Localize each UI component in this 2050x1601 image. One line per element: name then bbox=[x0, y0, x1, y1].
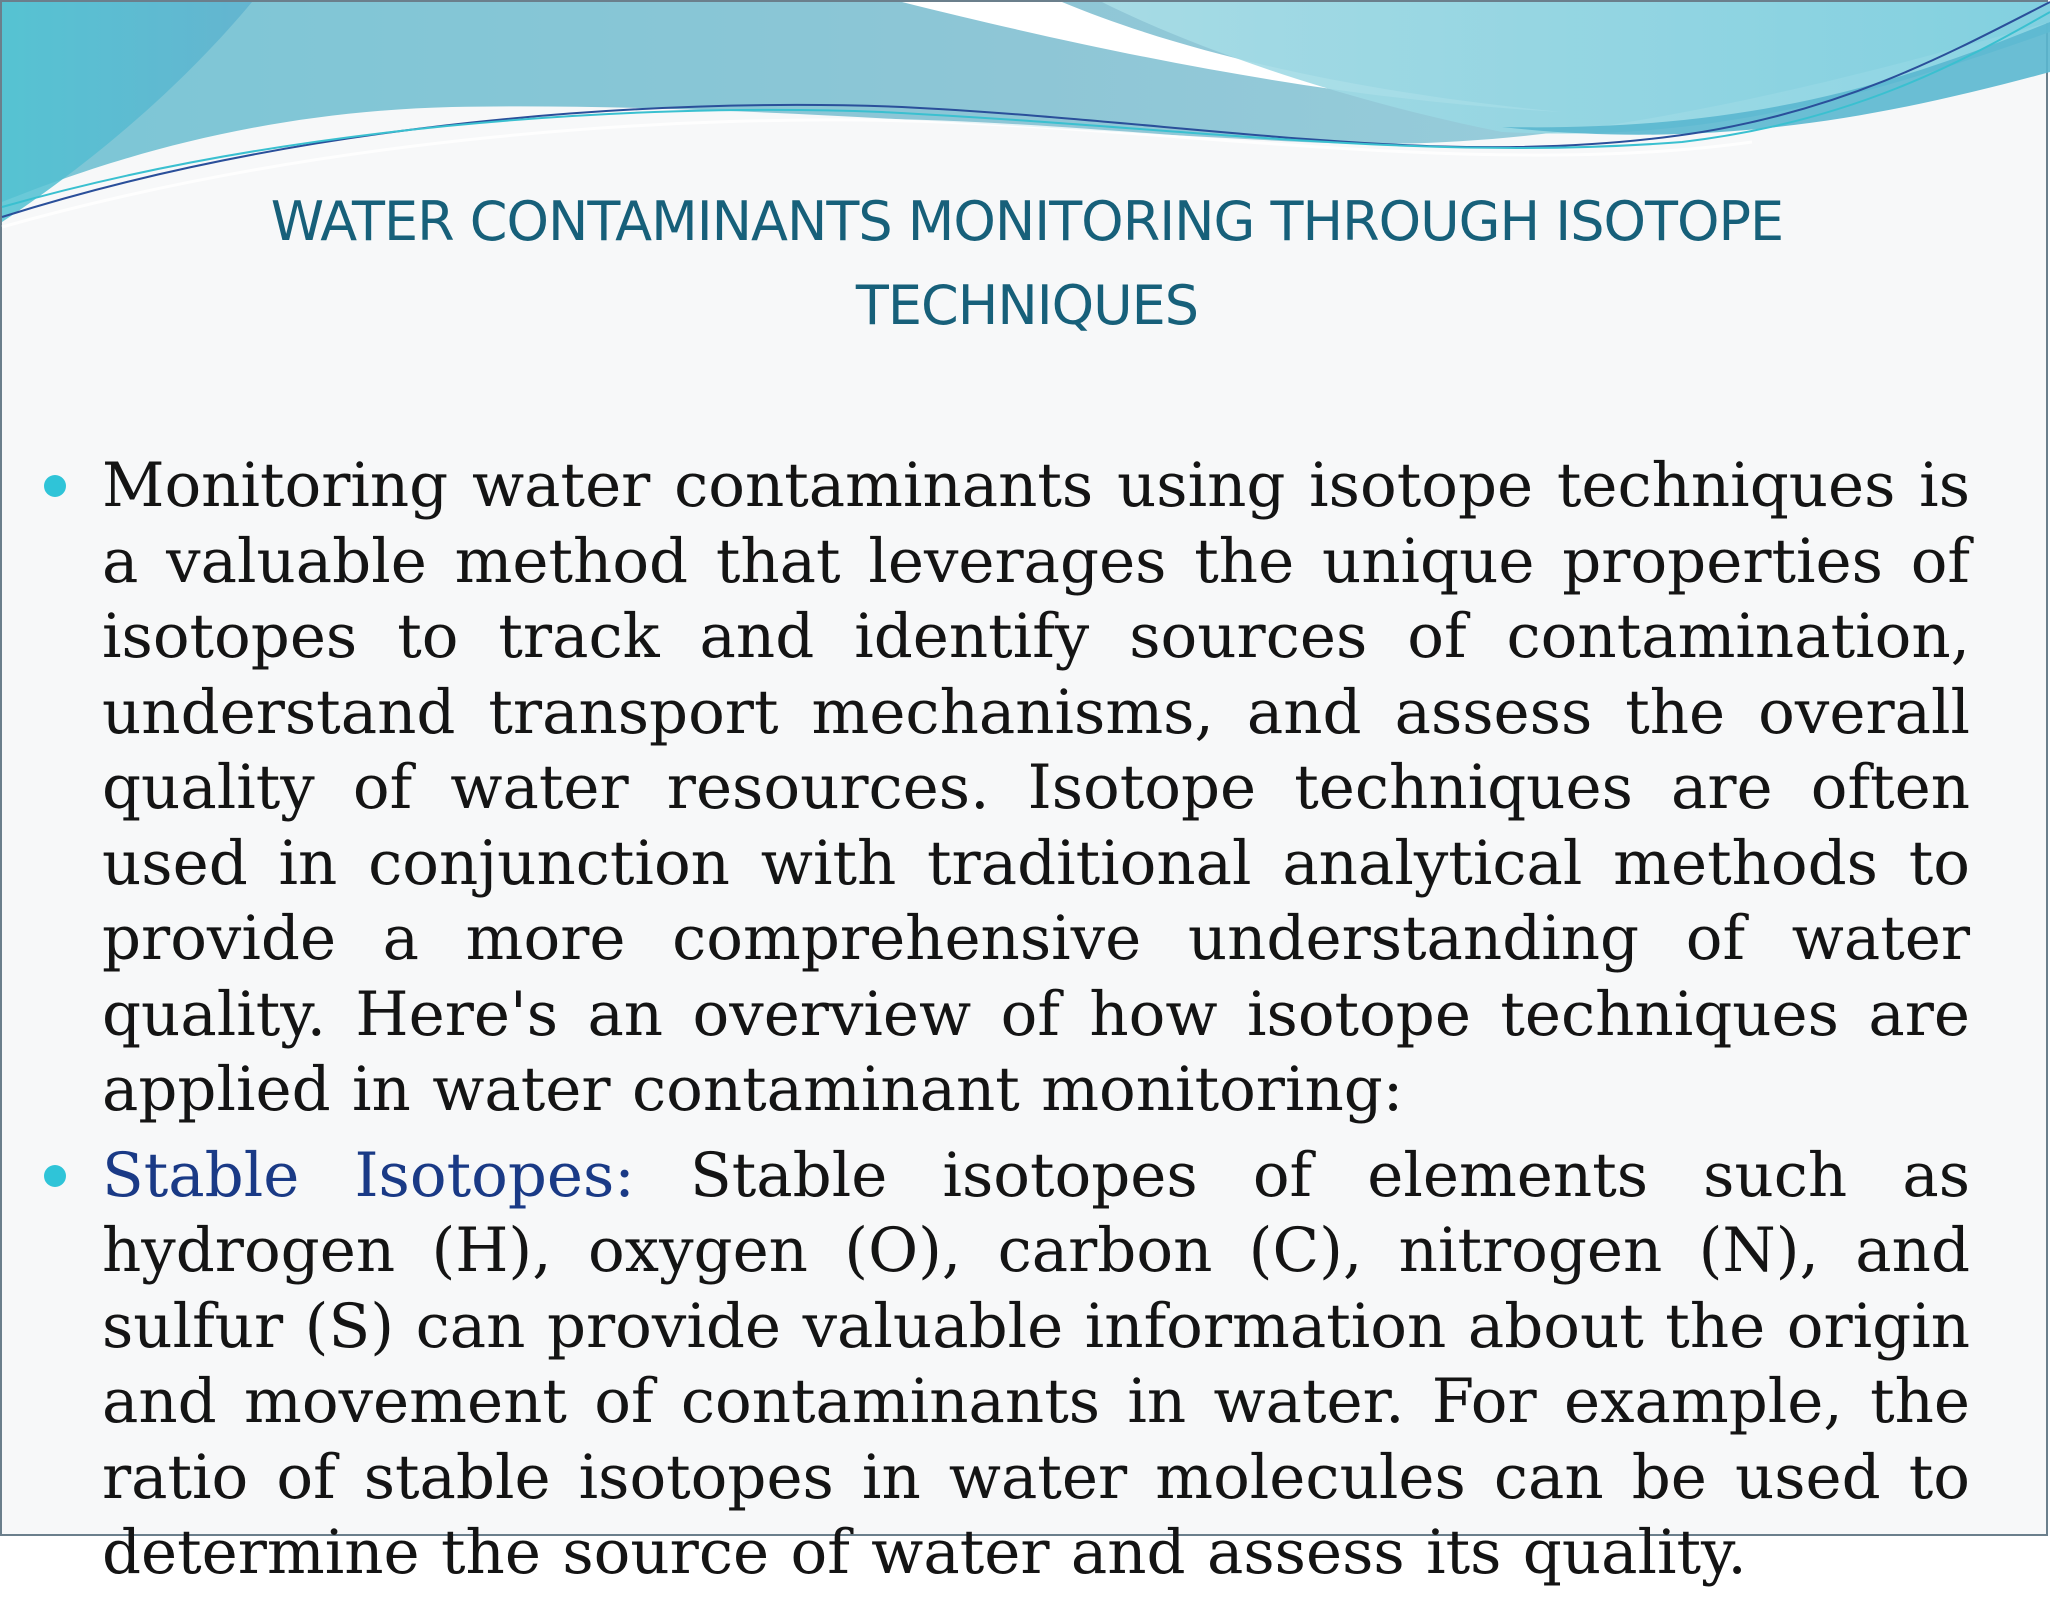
bullet-body: Monitoring water contaminants using isotope techniques is a valuable method that leverages the unique properties of isotopes to track and identify sources of contamination, understand transport mechanisms, and assess the overall quality of water resources. Isotope techniques are often used in conjunction with traditional analytical methods to provide a more comprehensive understanding of water quality. Here's an overview of how isotope techniques are applied in water contaminant monitoring: bbox=[102, 450, 1970, 1125]
bullet-item bbox=[42, 448, 1970, 1128]
slide-title: WATER CONTAMINANTS MONITORING THROUGH ISOTOPE TECHNIQUES bbox=[270, 190, 1784, 337]
bullet-body: Stable isotopes of elements such as hydrogen (H), oxygen (O), carbon (C), nitrogen (N), and sulfur (S) can provide valuable information about the origin and movement of contaminants in water. For example, the ratio of stable isotopes in water molecules can be used to determine the source of water and assess its quality. bbox=[102, 1139, 1970, 1588]
bullet-text bbox=[102, 448, 1970, 1128]
bullet-text bbox=[102, 1138, 1970, 1591]
bullet-item bbox=[42, 1138, 1970, 1591]
bullet-list bbox=[42, 448, 1970, 1601]
bullet-lead: Stable Isotopes: bbox=[102, 1139, 635, 1211]
bullet-dot-icon bbox=[44, 1165, 66, 1187]
bullet-dot-icon bbox=[44, 475, 66, 497]
